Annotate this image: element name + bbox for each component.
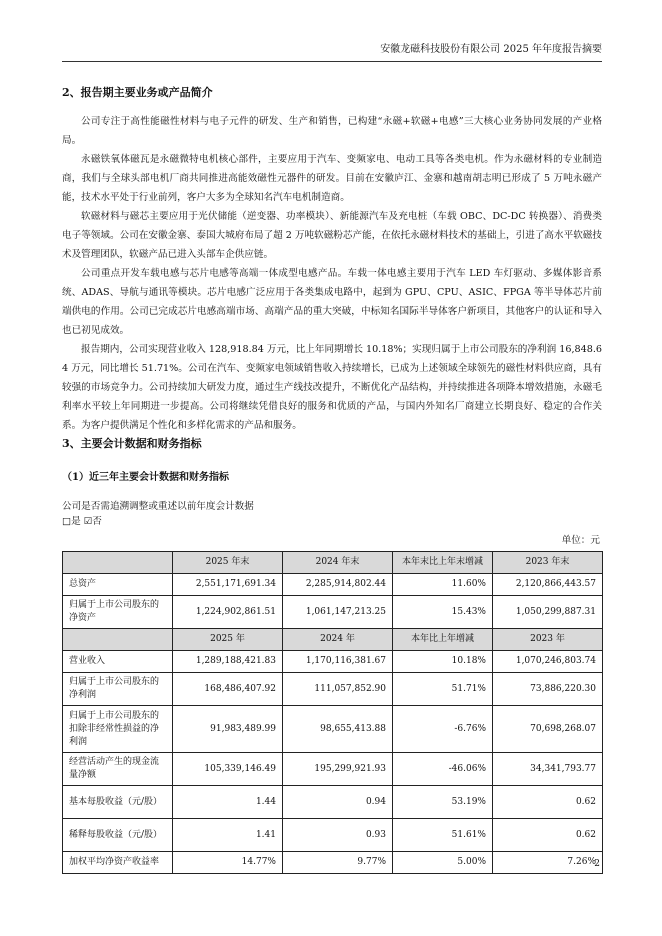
page-number: 2 xyxy=(594,859,600,869)
table-cell: 1,289,188,421.83 xyxy=(173,651,283,673)
table-cell: 0.62 xyxy=(493,819,603,852)
header-cell: 本年末比上年末增减 xyxy=(393,552,493,574)
table-cell: 2,551,171,691.34 xyxy=(173,574,283,596)
table-header-row xyxy=(63,629,603,651)
table-cell: -46.06% xyxy=(393,753,493,786)
table-row xyxy=(63,819,603,852)
header-cell: 2025 年 xyxy=(173,629,283,651)
row-label: 归属于上市公司股东的净资产 xyxy=(63,596,173,629)
table-row xyxy=(63,706,603,753)
header-cell: 2024 年 xyxy=(283,629,393,651)
section-3-sub-heading: （1）近三年主要会计数据和财务指标 xyxy=(62,472,229,483)
table-row xyxy=(63,651,603,673)
table-cell: 51.61% xyxy=(393,819,493,852)
row-label: 稀释每股收益（元/股） xyxy=(63,819,173,852)
header-cell: 2024 年末 xyxy=(283,552,393,574)
table-cell: 1.44 xyxy=(173,786,283,819)
paragraph-inductor: 公司重点开发车载电感与芯片电感等高端一体成型电感产品。车载一体电感主要用于汽车 LED 车灯驱动、多媒体影音系统、ADAS、导航与通讯等模块。芯片电感广泛应用于各类集成电路中，起到为 GPU、CPU、ASIC、FPGA 等半导体芯片前端供电的作用。公司已完成芯片电感高端市场、高端产品的重大突破，中标知名国际半导体客户新项目，其他客户的认证和导入也已初见成效。 xyxy=(62,268,602,336)
table-cell: 195,299,921.93 xyxy=(283,753,393,786)
header-cell xyxy=(63,629,173,651)
paragraph-performance: 报告期内，公司实现营业收入 128,918.84 万元，比上年同期增长 10.18%；实现归属于上市公司股东的净利润 16,848.64 万元，同比增长 51.71%。公司在汽车、变频家电领域销售收入持续增长，已成为上述领域全球领先的磁性材料供应商，具有较强的市场竞争力。公司持续加大研发力度，通过生产线技改提升，不断优化产品结构，并持续推进各项降本增效措施，永磁毛利率水平较上年同期进一步提高。公司将继续凭借良好的服务和优质的产品，与国内外知名厂商建立长期良好、稳定的合作关系。为客户提供满足个性化和多样化需求的产品和服务。 xyxy=(62,344,602,431)
table-cell: 5.00% xyxy=(393,852,493,874)
paragraph-overview: 公司专注于高性能磁性材料与电子元件的研发、生产和销售，已构建“永磁+软磁+电感”三大核心业务协同发展的产业格局。 xyxy=(62,116,602,146)
table-row xyxy=(63,786,603,819)
table-row xyxy=(63,596,603,629)
header-cell: 2023 年末 xyxy=(493,552,603,574)
table-cell: 15.43% xyxy=(393,596,493,629)
table-header-row xyxy=(63,552,603,574)
unit-label: 单位：元 xyxy=(561,535,600,546)
table-row xyxy=(63,852,603,874)
table-cell: 98,655,413.88 xyxy=(283,706,393,753)
table-cell: 0.94 xyxy=(283,786,393,819)
row-label: 归属于上市公司股东的扣除非经常性损益的净利润 xyxy=(63,706,173,753)
section-2-heading: 2、报告期主要业务或产品简介 xyxy=(62,86,213,99)
row-label: 营业收入 xyxy=(63,651,173,673)
table-cell: 1,170,116,381.67 xyxy=(283,651,393,673)
section-3-heading: 3、主要会计数据和财务指标 xyxy=(62,437,202,450)
table-cell: 2,120,866,443.57 xyxy=(493,574,603,596)
table-cell: 1,070,246,803.74 xyxy=(493,651,603,673)
table-cell: 1,224,902,861.51 xyxy=(173,596,283,629)
table-row xyxy=(63,574,603,596)
row-label: 归属于上市公司股东的净利润 xyxy=(63,673,173,706)
table-cell: 73,886,220.30 xyxy=(493,673,603,706)
table-cell: 53.19% xyxy=(393,786,493,819)
table-row xyxy=(63,673,603,706)
header-cell: 2025 年末 xyxy=(173,552,283,574)
financial-indicators-table xyxy=(62,551,603,874)
table-cell: 10.18% xyxy=(393,651,493,673)
header-cell: 本年比上年增减 xyxy=(393,629,493,651)
table-cell: 1,061,147,213.25 xyxy=(283,596,393,629)
retro-adjust-question: 公司是否需追溯调整或重述以前年度会计数据 xyxy=(62,501,254,512)
header-cell: 2023 年 xyxy=(493,629,603,651)
row-label: 加权平均净资产收益率 xyxy=(63,852,173,874)
table-cell: 105,339,146.49 xyxy=(173,753,283,786)
table-cell: 91,983,489.99 xyxy=(173,706,283,753)
table-cell: 111,057,852.90 xyxy=(283,673,393,706)
paragraph-soft-magnet: 软磁材料与磁芯主要应用于光伏储能（逆变器、功率模块）、新能源汽车及充电桩（车载 OBC、DC-DC 转换器）、消费类电子等领域。公司在安徽金寨、泰国大城府布局了超 2 万吨软磁粉芯产能，在依托永磁材料技术的基础上，引进了高水平软磁技术及管理团队，软磁产品已进入头部车企供应链。 xyxy=(62,211,602,260)
table-cell: 34,341,793.77 xyxy=(493,753,603,786)
table-cell: -6.76% xyxy=(393,706,493,753)
row-label: 经营活动产生的现金流量净额 xyxy=(63,753,173,786)
row-label: 总资产 xyxy=(63,574,173,596)
table-cell: 1.41 xyxy=(173,819,283,852)
table-cell: 7.26% xyxy=(493,852,603,874)
table-cell: 11.60% xyxy=(393,574,493,596)
table-cell: 14.77% xyxy=(173,852,283,874)
row-label: 基本每股收益（元/股） xyxy=(63,786,173,819)
table-cell: 70,698,268.07 xyxy=(493,706,603,753)
table-cell: 51.71% xyxy=(393,673,493,706)
table-cell: 0.93 xyxy=(283,819,393,852)
table-cell: 1,050,299,887.31 xyxy=(493,596,603,629)
table-cell: 9.77% xyxy=(283,852,393,874)
table-cell: 168,486,407.92 xyxy=(173,673,283,706)
table-cell: 2,285,914,802.44 xyxy=(283,574,393,596)
retro-adjust-answer: □是 ☑否 xyxy=(62,516,102,527)
report-header: 安徽龙磁科技股份有限公司 2025 年年度报告摘要 xyxy=(62,40,602,62)
header-cell xyxy=(63,552,173,574)
table-cell: 0.62 xyxy=(493,786,603,819)
table-row xyxy=(63,753,603,786)
paragraph-permanent-magnet: 永磁铁氧体磁瓦是永磁微特电机核心部件，主要应用于汽车、变频家电、电动工具等各类电机。作为永磁材料的专业制造商，我们与全球头部电机厂商共同推进高能效磁性元器件的研发。目前在安徽庐江、金寨和越南胡志明已形成了 5 万吨永磁产能，技术水平处于行业前列，客户大多为全球知名汽车电机制造商。 xyxy=(62,154,602,203)
